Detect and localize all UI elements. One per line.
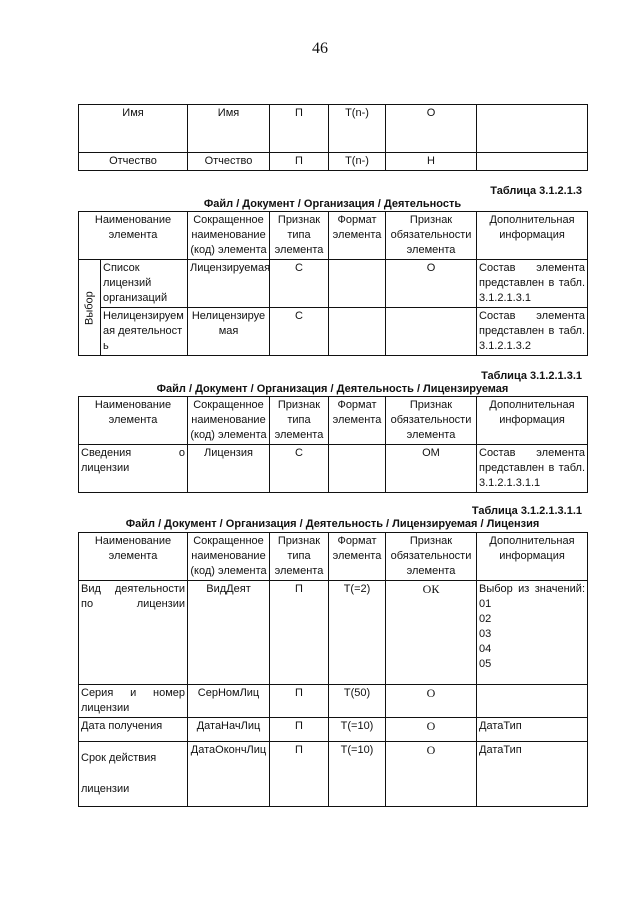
table-cell: П: [270, 685, 329, 718]
table-cell: О: [386, 718, 477, 742]
table-cell: О: [386, 685, 477, 718]
table-cell: [329, 260, 386, 308]
table-cell: [477, 153, 588, 171]
table-cell: С: [270, 445, 329, 493]
table-cell: О: [386, 742, 477, 807]
table-cell: ДатаНачЛиц: [188, 718, 270, 742]
table-cell: [329, 445, 386, 493]
table-row: [79, 685, 588, 718]
page-number: 46: [312, 40, 328, 57]
table-cell: Нелицензируемая деятельность: [101, 308, 188, 356]
table-row: [79, 445, 588, 493]
table-cell: П: [270, 153, 329, 171]
table-cell: Дата получения: [79, 718, 188, 742]
table-cell: П: [270, 742, 329, 807]
header-cell: Наименование элемента: [79, 212, 188, 260]
table-cell: T(n-): [329, 105, 386, 153]
table-cell: Имя: [188, 105, 270, 153]
table-cell: T(50): [329, 685, 386, 718]
header-cell: Сокращенное наименование (код) элемента: [188, 533, 270, 581]
table-number: Таблица 3.1.2.1.3.1.1: [471, 505, 582, 517]
table-cell: Н: [386, 153, 477, 171]
table-cell: [386, 308, 477, 356]
table-cell: ДатаТип: [477, 742, 588, 807]
table-cell: ОМ: [386, 445, 477, 493]
value-item: 02: [479, 613, 492, 625]
table-cell: Сведения о лицензии: [79, 445, 188, 493]
table-cell: ОК: [386, 581, 477, 685]
table-cell: [329, 308, 386, 356]
table-row: [79, 308, 588, 356]
table-cell: П: [270, 718, 329, 742]
table-cell: Нелицензируемая: [188, 308, 270, 356]
table-cell: T(=10): [329, 718, 386, 742]
table-header-row: [79, 397, 588, 445]
activity-table: [78, 211, 588, 356]
table-cell: Состав элемента представлен в табл. 3.1.2.1.3.1: [477, 260, 588, 308]
header-cell: Дополнительная информация: [477, 397, 588, 445]
table-cell: [477, 105, 588, 153]
header-cell: Признак обязательности элемента: [386, 533, 477, 581]
table-cell: С: [270, 260, 329, 308]
table-cell: П: [270, 105, 329, 153]
table-cell: П: [270, 581, 329, 685]
header-cell: Наименование элемента: [79, 397, 188, 445]
table-cell: T(=2): [329, 581, 386, 685]
table-cell: Список лицензий организаций: [101, 260, 188, 308]
value-item: 01: [479, 598, 492, 610]
table-row: [79, 105, 588, 153]
table-cell: Отчество: [79, 153, 188, 171]
continuation-table: [78, 104, 588, 171]
table-row: [79, 581, 588, 685]
header-cell: Формат элемента: [329, 533, 386, 581]
header-cell: Формат элемента: [329, 397, 386, 445]
table-cell: Состав элемента представлен в табл. 3.1.2.1.3.2: [477, 308, 588, 356]
header-cell: Признак типа элемента: [270, 212, 329, 260]
table-cell: Серия и номер лицензии: [79, 685, 188, 718]
group-label: Выбор: [79, 260, 101, 356]
table-number: Таблица 3.1.2.1.3: [490, 185, 582, 197]
header-cell: Признак типа элемента: [270, 533, 329, 581]
table-cell: Имя: [79, 105, 188, 153]
table-cell: Вид деятельности по лицензии: [79, 581, 188, 685]
table-cell: О: [386, 105, 477, 153]
table-cell: О: [386, 260, 477, 308]
table-row: [79, 742, 588, 807]
table-cell: Лицензия: [188, 445, 270, 493]
table-cell: Лицензируемая: [188, 260, 270, 308]
license-table: [78, 532, 588, 807]
table-cell: ДатаОкончЛиц: [188, 742, 270, 807]
table-number: Таблица 3.1.2.1.3.1: [481, 370, 582, 382]
table-row: [79, 153, 588, 171]
table-cell: T(=10): [329, 742, 386, 807]
header-cell: Сокращенное наименование (код) элемента: [188, 212, 270, 260]
table-header-row: [79, 533, 588, 581]
table-title: Файл / Документ / Организация / Деятельность: [203, 198, 462, 210]
table-cell: СерНомЛиц: [188, 685, 270, 718]
table-cell: ВидДеят: [188, 581, 270, 685]
header-cell: Дополнительная информация: [477, 533, 588, 581]
value-item: 04: [479, 643, 492, 655]
table-cell: Состав элемента представлен в табл. 3.1.2.1.3.1.1: [477, 445, 588, 493]
licensed-table: [78, 396, 588, 493]
table-title: Файл / Документ / Организация / Деятельность / Лицензируемая: [156, 383, 509, 395]
table-cell: [477, 581, 588, 685]
header-cell: Дополнительная информация: [477, 212, 588, 260]
value-item: 05: [479, 658, 492, 670]
table-cell: Отчество: [188, 153, 270, 171]
table-cell: T(n-): [329, 153, 386, 171]
table-cell: ДатаТип: [477, 718, 588, 742]
table-cell: [477, 685, 588, 718]
table-title: Файл / Документ / Организация / Деятельность / Лицензируемая / Лицензия: [125, 518, 540, 530]
header-cell: Признак обязательности элемента: [386, 212, 477, 260]
table-cell: Срок действия лицензии: [79, 742, 188, 807]
table-row: [79, 718, 588, 742]
table-cell: С: [270, 308, 329, 356]
table-row: [79, 260, 588, 308]
header-cell: Признак обязательности элемента: [386, 397, 477, 445]
value-item: 03: [479, 628, 492, 640]
values-intro: Выбор из значений:: [479, 583, 585, 595]
header-cell: Формат элемента: [329, 212, 386, 260]
header-cell: Признак типа элемента: [270, 397, 329, 445]
header-cell: Сокращенное наименование (код) элемента: [188, 397, 270, 445]
table-header-row: [79, 212, 588, 260]
header-cell: Наименование элемента: [79, 533, 188, 581]
